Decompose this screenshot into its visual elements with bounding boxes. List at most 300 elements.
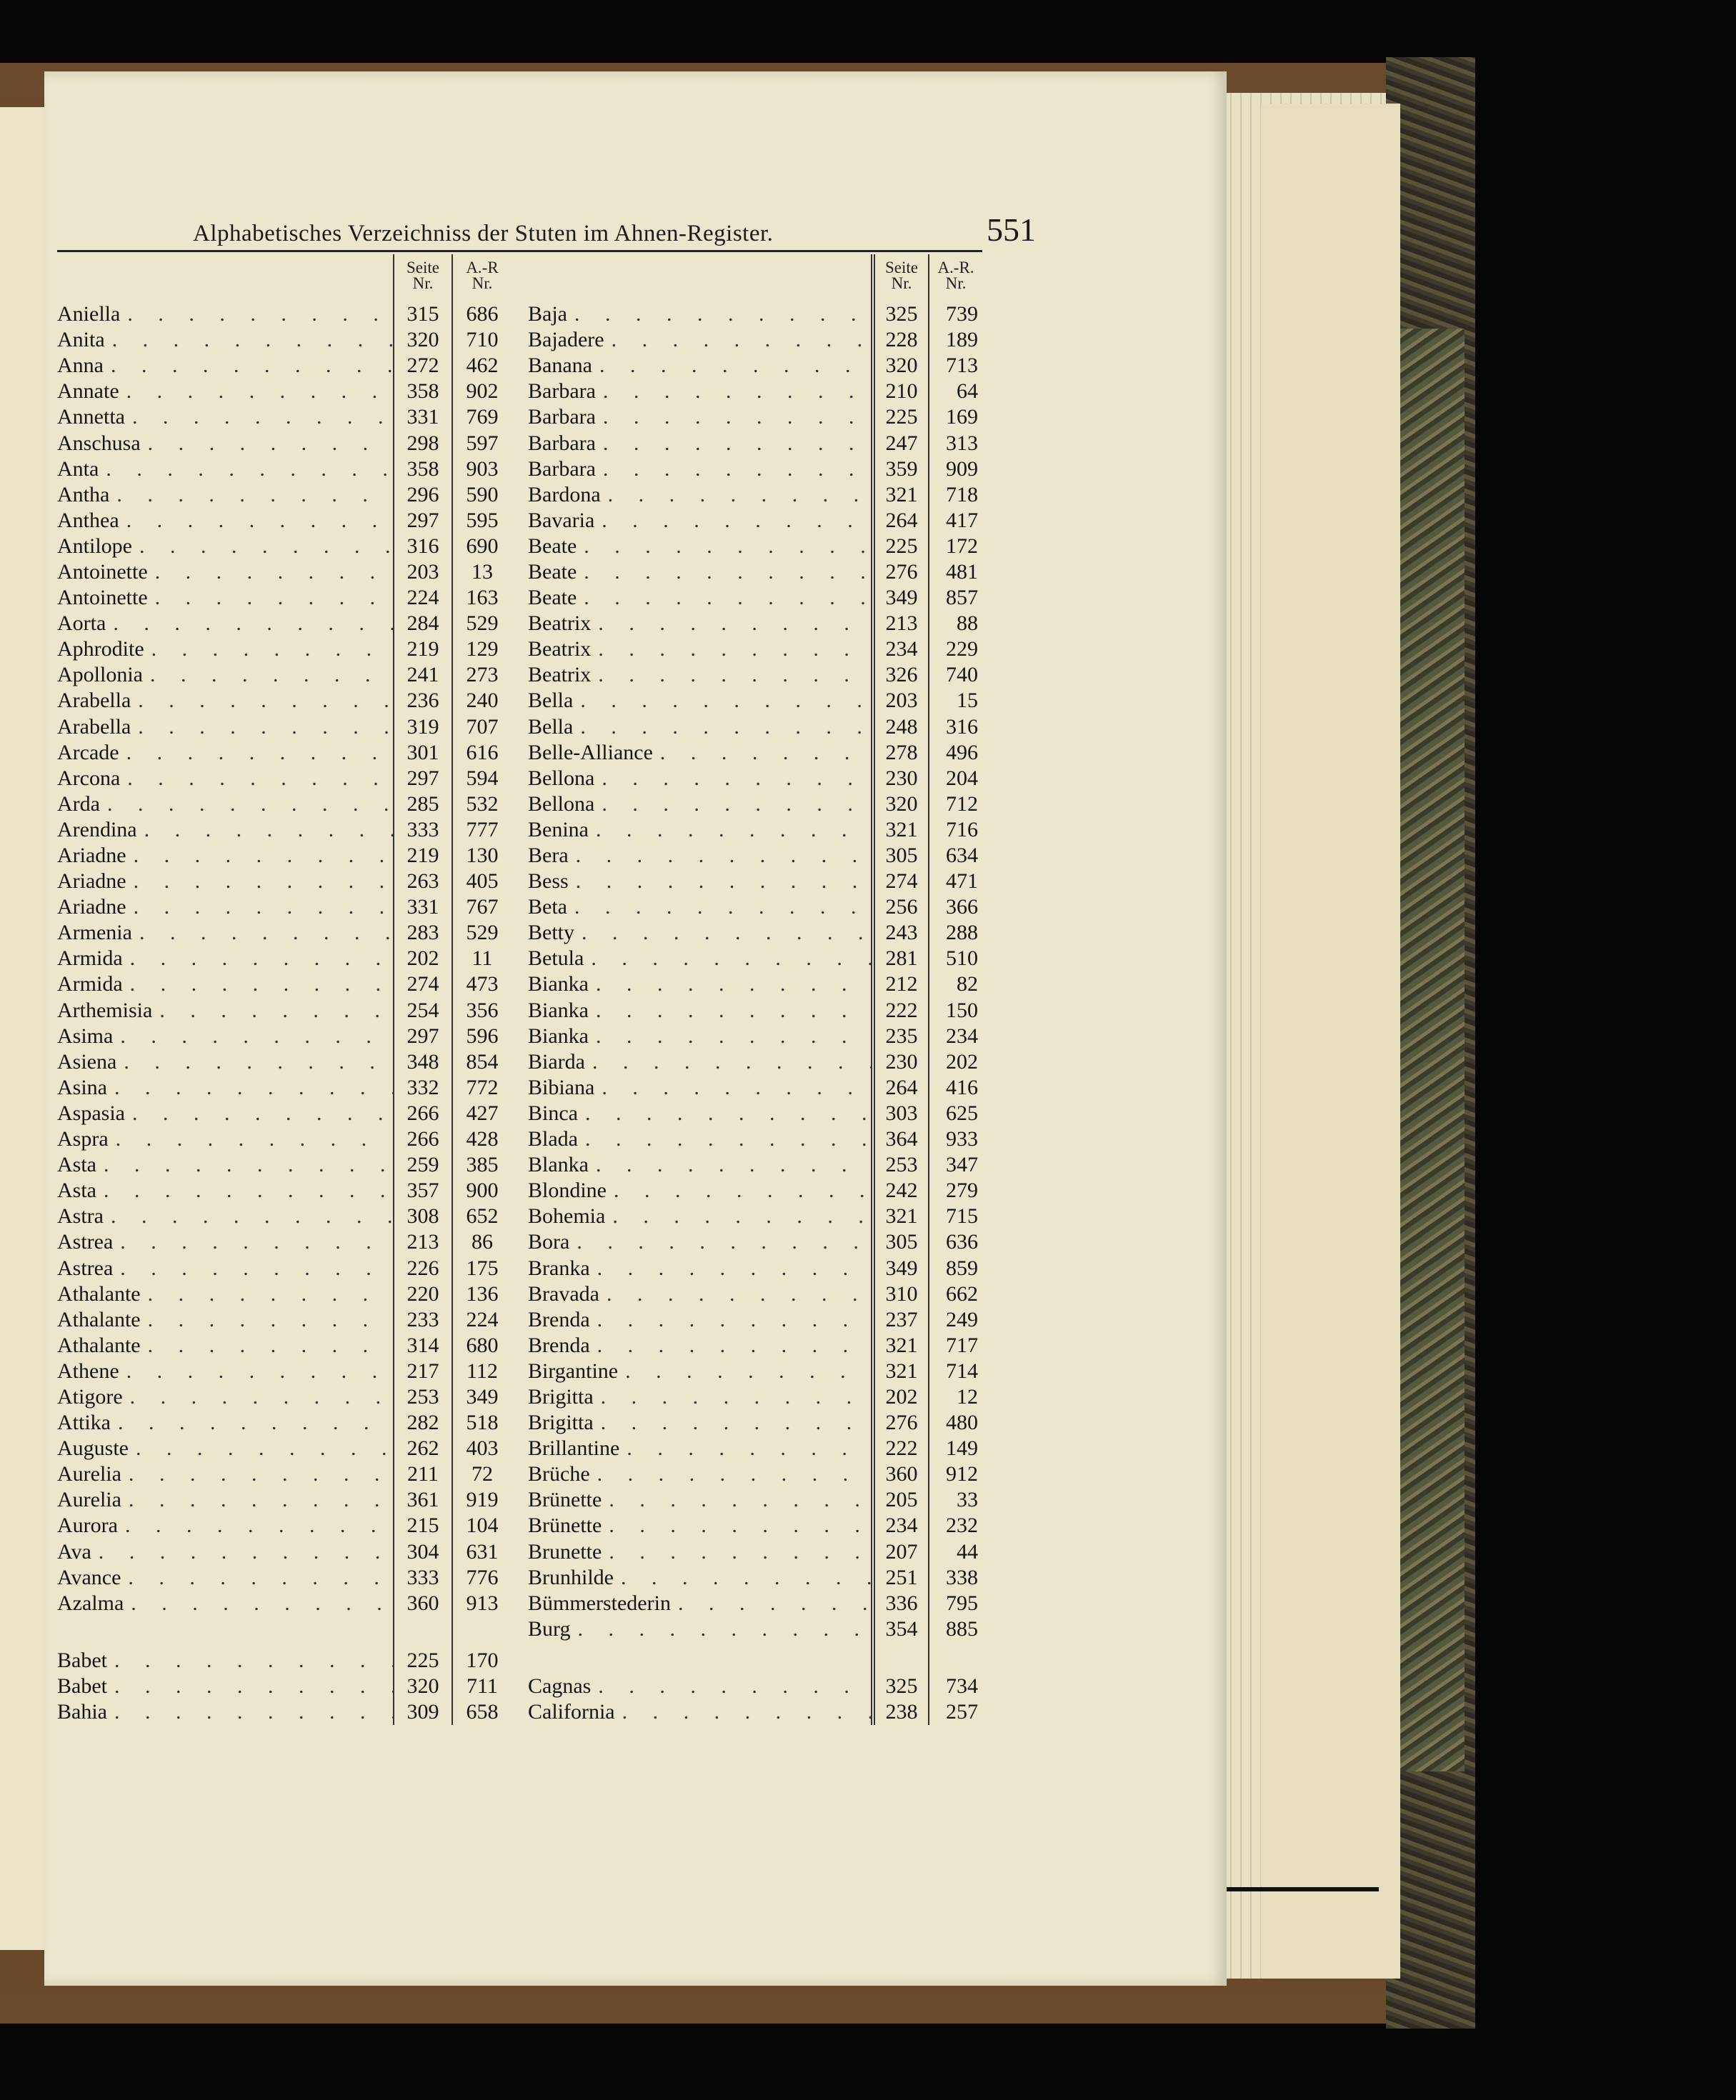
mare-name-cell xyxy=(528,869,871,894)
table-row xyxy=(528,920,986,946)
table-row xyxy=(57,688,515,714)
ar-number: 72 xyxy=(452,1461,512,1487)
seite-number: 248 xyxy=(871,714,928,740)
mare-name: Bera xyxy=(528,844,569,868)
table-row xyxy=(57,636,515,662)
dot-leader xyxy=(609,1488,871,1512)
mare-name-cell xyxy=(57,302,393,326)
mare-name-cell xyxy=(528,1436,871,1461)
mare-name: Baja xyxy=(528,302,567,326)
ar-number: 616 xyxy=(452,740,512,766)
table-row xyxy=(528,1461,986,1487)
mare-name-cell xyxy=(57,1591,393,1616)
dot-leader xyxy=(114,1674,393,1699)
dot-leader xyxy=(580,689,871,713)
seite-number: 285 xyxy=(393,791,452,817)
mare-name: Belle-Alliance xyxy=(528,740,653,764)
mare-name: Auguste xyxy=(57,1436,129,1461)
dot-leader xyxy=(114,1076,393,1100)
ar-number: 473 xyxy=(452,971,512,997)
ar-number: 714 xyxy=(928,1359,982,1384)
facing-page-edge xyxy=(0,107,44,1950)
seite-number: 274 xyxy=(393,971,452,997)
seite-number: 219 xyxy=(393,843,452,869)
table-row xyxy=(57,791,515,817)
dot-leader xyxy=(585,1101,871,1126)
mare-name: Bianka xyxy=(528,1024,589,1048)
seite-number: 237 xyxy=(871,1307,928,1333)
mare-name: Bellona xyxy=(528,791,595,816)
seite-number: 321 xyxy=(871,1204,928,1229)
ar-number: 163 xyxy=(452,585,512,611)
mare-name-cell xyxy=(528,1411,871,1435)
dot-leader xyxy=(621,1566,871,1590)
seite-number: 348 xyxy=(393,1049,452,1075)
table-row xyxy=(57,1126,515,1152)
ar-number: 88 xyxy=(928,611,982,636)
mare-name: Brunette xyxy=(528,1539,602,1564)
ar-number: 933 xyxy=(928,1126,982,1152)
seite-number: 325 xyxy=(871,1674,928,1699)
mare-name-cell xyxy=(57,999,393,1023)
seite-number: 230 xyxy=(871,1049,928,1075)
ar-number: 795 xyxy=(928,1591,982,1616)
seite-number: 242 xyxy=(871,1178,928,1204)
mare-name-cell xyxy=(528,560,871,584)
mare-name: Asta xyxy=(57,1153,96,1177)
table-row xyxy=(57,353,515,379)
mare-name-cell xyxy=(57,1127,393,1151)
mare-name: Beate xyxy=(528,559,577,584)
dot-leader xyxy=(584,586,871,610)
table-row xyxy=(57,1513,515,1539)
mare-name: Astrea xyxy=(57,1230,114,1254)
seite-number: 297 xyxy=(393,766,452,791)
seite-number: 205 xyxy=(871,1487,928,1513)
ar-number: 130 xyxy=(452,843,512,869)
mare-name-cell xyxy=(57,379,393,404)
table-row xyxy=(57,327,515,353)
dot-leader xyxy=(126,509,393,533)
mare-name: Blondine xyxy=(528,1179,607,1203)
mare-name: Aorta xyxy=(57,611,106,636)
table-row xyxy=(57,1384,515,1410)
mare-name-cell xyxy=(528,586,871,610)
dot-leader xyxy=(130,972,393,996)
table-row xyxy=(57,1255,515,1281)
inner-flap xyxy=(1261,104,1400,1979)
ar-number: 769 xyxy=(452,404,512,430)
mare-name: Astrea xyxy=(57,1256,114,1280)
mare-name-cell xyxy=(57,457,393,481)
marbled-board xyxy=(1397,329,1465,1771)
mare-name-cell xyxy=(57,1308,393,1332)
table-row xyxy=(528,1024,986,1049)
seite-number: 210 xyxy=(871,379,928,404)
ar-header: A.-R. Nr. xyxy=(928,254,982,301)
mare-name: Brüche xyxy=(528,1462,590,1486)
seite-number: 202 xyxy=(871,1384,928,1410)
mare-name: Armenia xyxy=(57,921,132,945)
mare-name: Attika xyxy=(57,1411,111,1435)
seite-number: 222 xyxy=(871,1436,928,1461)
ar-number: 711 xyxy=(452,1674,512,1699)
seite-number: 278 xyxy=(871,740,928,766)
table-row xyxy=(57,1307,515,1333)
mare-name-cell xyxy=(528,921,871,945)
dot-leader xyxy=(139,534,393,559)
dot-leader xyxy=(584,534,871,559)
mare-name: Babet xyxy=(57,1674,107,1698)
ar-number: 428 xyxy=(452,1126,512,1152)
ar-number: 690 xyxy=(452,534,512,559)
ar-number: 189 xyxy=(928,327,982,353)
dot-leader xyxy=(598,663,871,687)
mare-name: Anthea xyxy=(57,508,119,532)
dot-leader xyxy=(128,1566,393,1590)
seite-number: 349 xyxy=(871,1255,928,1281)
dot-leader xyxy=(596,972,871,996)
mare-name: Brenda xyxy=(528,1333,590,1357)
table-row xyxy=(528,636,986,662)
dot-leader xyxy=(622,1700,871,1724)
mare-name-cell xyxy=(57,792,393,816)
table-row xyxy=(57,662,515,688)
table-row xyxy=(528,456,986,482)
ar-number: 510 xyxy=(928,946,982,971)
dot-leader xyxy=(126,379,393,404)
ar-number: 11 xyxy=(452,946,512,971)
mare-name: Asta xyxy=(57,1179,96,1203)
seite-number: 264 xyxy=(871,1075,928,1101)
dot-leader xyxy=(148,431,393,456)
seite-number: 321 xyxy=(871,482,928,508)
mare-name-cell xyxy=(528,1179,871,1203)
seite-number: 212 xyxy=(871,971,928,997)
mare-name: Antoinette xyxy=(57,586,148,610)
table-row xyxy=(57,1075,515,1101)
ar-number: 710 xyxy=(452,327,512,353)
mare-name-cell xyxy=(528,1462,871,1486)
ar-number: 532 xyxy=(452,791,512,817)
ar-number: 170 xyxy=(452,1648,512,1674)
mare-name: Brillantine xyxy=(528,1436,620,1461)
seite-number: 259 xyxy=(393,1152,452,1178)
mare-name: Athalante xyxy=(57,1307,141,1331)
seite-number: 357 xyxy=(393,1178,452,1204)
dot-leader xyxy=(134,869,393,894)
mare-name-cell xyxy=(57,431,393,456)
table-row xyxy=(57,1101,515,1126)
table-row xyxy=(57,559,515,585)
dot-leader xyxy=(116,1127,393,1151)
table-row xyxy=(528,1616,986,1642)
ar-number: 903 xyxy=(452,456,512,482)
seite-number: 349 xyxy=(871,585,928,611)
mare-name: Asiena xyxy=(57,1049,117,1074)
mare-name: Babet xyxy=(57,1648,107,1672)
dot-leader xyxy=(599,354,871,378)
table-row xyxy=(528,430,986,456)
table-row xyxy=(57,1024,515,1049)
mare-name: Branka xyxy=(528,1256,590,1280)
seite-number: 224 xyxy=(393,585,452,611)
seite-number xyxy=(871,1642,928,1674)
table-row xyxy=(528,327,986,353)
seite-number: 336 xyxy=(871,1591,928,1616)
mare-name-cell xyxy=(528,1359,871,1384)
seite-header: Seite Nr. xyxy=(393,254,452,301)
mare-name: Binca xyxy=(528,1101,578,1125)
dot-leader xyxy=(577,1230,871,1254)
ar-number: 13 xyxy=(452,559,512,585)
dot-leader xyxy=(155,586,393,610)
flap-rule xyxy=(1222,1887,1379,1891)
table-row xyxy=(528,1049,986,1075)
dot-leader xyxy=(614,1179,871,1203)
mare-name: Ariadne xyxy=(57,844,126,868)
mare-name-cell xyxy=(528,483,871,507)
seite-number: 297 xyxy=(393,1024,452,1049)
seite-number: 333 xyxy=(393,1565,452,1591)
mare-name: Arthemisia xyxy=(57,998,153,1022)
seite-number: 303 xyxy=(871,1101,928,1126)
table-row xyxy=(57,1591,515,1616)
ar-number: 172 xyxy=(928,534,982,559)
table-row xyxy=(528,688,986,714)
mare-name-cell xyxy=(528,972,871,996)
mare-name-cell xyxy=(57,611,393,636)
dot-leader xyxy=(138,715,393,739)
ar-number: 913 xyxy=(452,1591,512,1616)
mare-name: Beate xyxy=(528,586,577,610)
seite-number: 297 xyxy=(393,508,452,534)
mare-name: Barbara xyxy=(528,379,596,404)
seite-number: 360 xyxy=(871,1461,928,1487)
ar-number: 12 xyxy=(928,1384,982,1410)
mare-name: Birgantine xyxy=(528,1359,619,1383)
table-row xyxy=(528,1229,986,1255)
ar-number: 417 xyxy=(928,508,982,534)
mare-name-cell xyxy=(528,715,871,739)
seite-number: 320 xyxy=(871,353,928,379)
ar-number: 496 xyxy=(928,740,982,766)
seite-number: 219 xyxy=(393,636,452,662)
table-row xyxy=(528,1410,986,1436)
table-row xyxy=(57,843,515,869)
mare-name-cell xyxy=(528,1334,871,1358)
dot-leader xyxy=(597,1256,871,1281)
mare-name-cell xyxy=(528,1282,871,1306)
table-row xyxy=(57,766,515,791)
mare-name-cell xyxy=(528,457,871,481)
mare-name-cell xyxy=(528,1127,871,1151)
mare-name: Antha xyxy=(57,482,110,506)
ar-number: 288 xyxy=(928,920,982,946)
mare-name: Bora xyxy=(528,1230,570,1254)
mare-name-cell xyxy=(528,431,871,456)
ar-number: 234 xyxy=(928,1024,982,1049)
table-row xyxy=(57,869,515,894)
seite-number xyxy=(393,1616,452,1648)
mare-name-cell xyxy=(528,792,871,816)
seite-number: 225 xyxy=(393,1648,452,1674)
dot-leader xyxy=(597,1308,871,1332)
ar-number: 900 xyxy=(452,1178,512,1204)
table-row xyxy=(528,482,986,508)
dot-leader xyxy=(627,1436,871,1461)
mare-name: Biarda xyxy=(528,1049,585,1074)
dot-leader xyxy=(111,1204,393,1229)
mare-name-cell xyxy=(528,405,871,429)
mare-name: Beate xyxy=(528,534,577,558)
seite-number: 321 xyxy=(871,817,928,843)
ar-number: 416 xyxy=(928,1075,982,1101)
seite-number: 305 xyxy=(871,843,928,869)
table-row xyxy=(57,456,515,482)
mare-name-cell xyxy=(57,869,393,894)
table-row xyxy=(528,585,986,611)
seite-number: 276 xyxy=(871,1410,928,1436)
mare-name-cell xyxy=(528,895,871,919)
ar-number: 480 xyxy=(928,1410,982,1436)
table-row xyxy=(57,1204,515,1229)
mare-name-cell xyxy=(528,741,871,765)
ar-number: 909 xyxy=(928,456,982,482)
mare-name-cell xyxy=(528,379,871,404)
table-row xyxy=(528,817,986,843)
mare-name: Brunhilde xyxy=(528,1565,614,1589)
table-row xyxy=(528,1333,986,1359)
ar-number: 427 xyxy=(452,1101,512,1126)
ar-number: 240 xyxy=(452,688,512,714)
dot-leader xyxy=(120,1256,393,1281)
mare-name: Bianka xyxy=(528,972,589,996)
mare-name-cell xyxy=(57,1649,393,1673)
dot-leader xyxy=(126,1359,393,1384)
seite-number: 326 xyxy=(871,662,928,688)
mare-name: Bibiana xyxy=(528,1075,595,1099)
dot-leader xyxy=(596,1153,871,1177)
mare-name-cell xyxy=(528,354,871,378)
dot-leader xyxy=(580,715,871,739)
mare-name: Bardona xyxy=(528,482,601,506)
dot-leader xyxy=(131,1591,393,1616)
mare-name-cell xyxy=(57,1488,393,1512)
mare-name-cell xyxy=(528,1256,871,1281)
seite-header: Seite Nr. xyxy=(871,254,928,301)
mare-name-cell xyxy=(57,1282,393,1306)
dot-leader xyxy=(148,1282,393,1306)
seite-number: 241 xyxy=(393,662,452,688)
seite-number: 266 xyxy=(393,1101,452,1126)
ar-number: 481 xyxy=(928,559,982,585)
dot-leader xyxy=(592,1050,871,1074)
ar-number xyxy=(928,1642,982,1674)
mare-name-cell xyxy=(57,1256,393,1281)
dot-leader xyxy=(148,1334,393,1358)
dot-leader xyxy=(148,1308,393,1332)
ar-number xyxy=(452,1616,512,1648)
table-row xyxy=(528,1591,986,1616)
mare-name: Anna xyxy=(57,354,104,378)
mare-name-cell xyxy=(57,844,393,868)
dot-leader xyxy=(678,1591,871,1616)
ar-number: 680 xyxy=(452,1333,512,1359)
mare-name-cell xyxy=(528,1024,871,1049)
dot-leader xyxy=(120,1024,393,1049)
mare-name-cell xyxy=(528,1566,871,1590)
dot-leader xyxy=(120,1230,393,1254)
table-row xyxy=(57,1436,515,1461)
ar-number: 86 xyxy=(452,1229,512,1255)
seite-number: 320 xyxy=(871,791,928,817)
ar-number: 590 xyxy=(452,482,512,508)
seite-number: 310 xyxy=(871,1281,928,1307)
left-column xyxy=(57,254,515,1725)
mare-name-cell xyxy=(57,766,393,791)
seite-number: 321 xyxy=(871,1359,928,1384)
table-row xyxy=(528,1384,986,1410)
ar-number: 112 xyxy=(452,1359,512,1384)
seite-number: 266 xyxy=(393,1126,452,1152)
mare-name: Beatrix xyxy=(528,611,592,636)
dot-leader xyxy=(596,818,871,842)
seite-number: 211 xyxy=(393,1461,452,1487)
ar-number: 712 xyxy=(928,791,982,817)
ar-number: 313 xyxy=(928,430,982,456)
mare-name: Blada xyxy=(528,1127,578,1151)
ar-number: 777 xyxy=(452,817,512,843)
seite-number: 213 xyxy=(393,1229,452,1255)
mare-name: Blanka xyxy=(528,1153,589,1177)
table-row xyxy=(57,1565,515,1591)
mare-name-cell xyxy=(528,637,871,661)
mare-name-cell xyxy=(57,1540,393,1564)
dot-leader xyxy=(602,509,871,533)
dot-leader xyxy=(574,302,871,326)
mare-name-cell xyxy=(528,1514,871,1538)
ar-number: 919 xyxy=(452,1487,512,1513)
ar-number: 634 xyxy=(928,843,982,869)
dot-leader xyxy=(601,1411,871,1435)
table-row xyxy=(528,379,986,404)
ar-number: 772 xyxy=(452,1075,512,1101)
dot-leader xyxy=(608,483,871,507)
mare-name-cell xyxy=(57,689,393,713)
dot-leader xyxy=(138,689,393,713)
dot-leader xyxy=(150,663,393,687)
dot-leader xyxy=(607,1282,871,1306)
ar-number: 347 xyxy=(928,1152,982,1178)
mare-name-cell xyxy=(57,1700,393,1724)
mare-name-cell xyxy=(57,1153,393,1177)
ar-number: 136 xyxy=(452,1281,512,1307)
table-row xyxy=(528,534,986,559)
dot-leader xyxy=(104,1179,393,1203)
ar-number: 715 xyxy=(928,1204,982,1229)
dot-leader xyxy=(582,921,871,945)
table-row xyxy=(57,714,515,740)
dot-leader xyxy=(591,946,871,971)
mare-name: Athalante xyxy=(57,1333,141,1357)
seite-number: 358 xyxy=(393,456,452,482)
table-row xyxy=(57,585,515,611)
table-row xyxy=(57,894,515,920)
mare-name: Aniella xyxy=(57,302,121,326)
table-row xyxy=(528,404,986,430)
ar-number: 257 xyxy=(928,1699,982,1725)
